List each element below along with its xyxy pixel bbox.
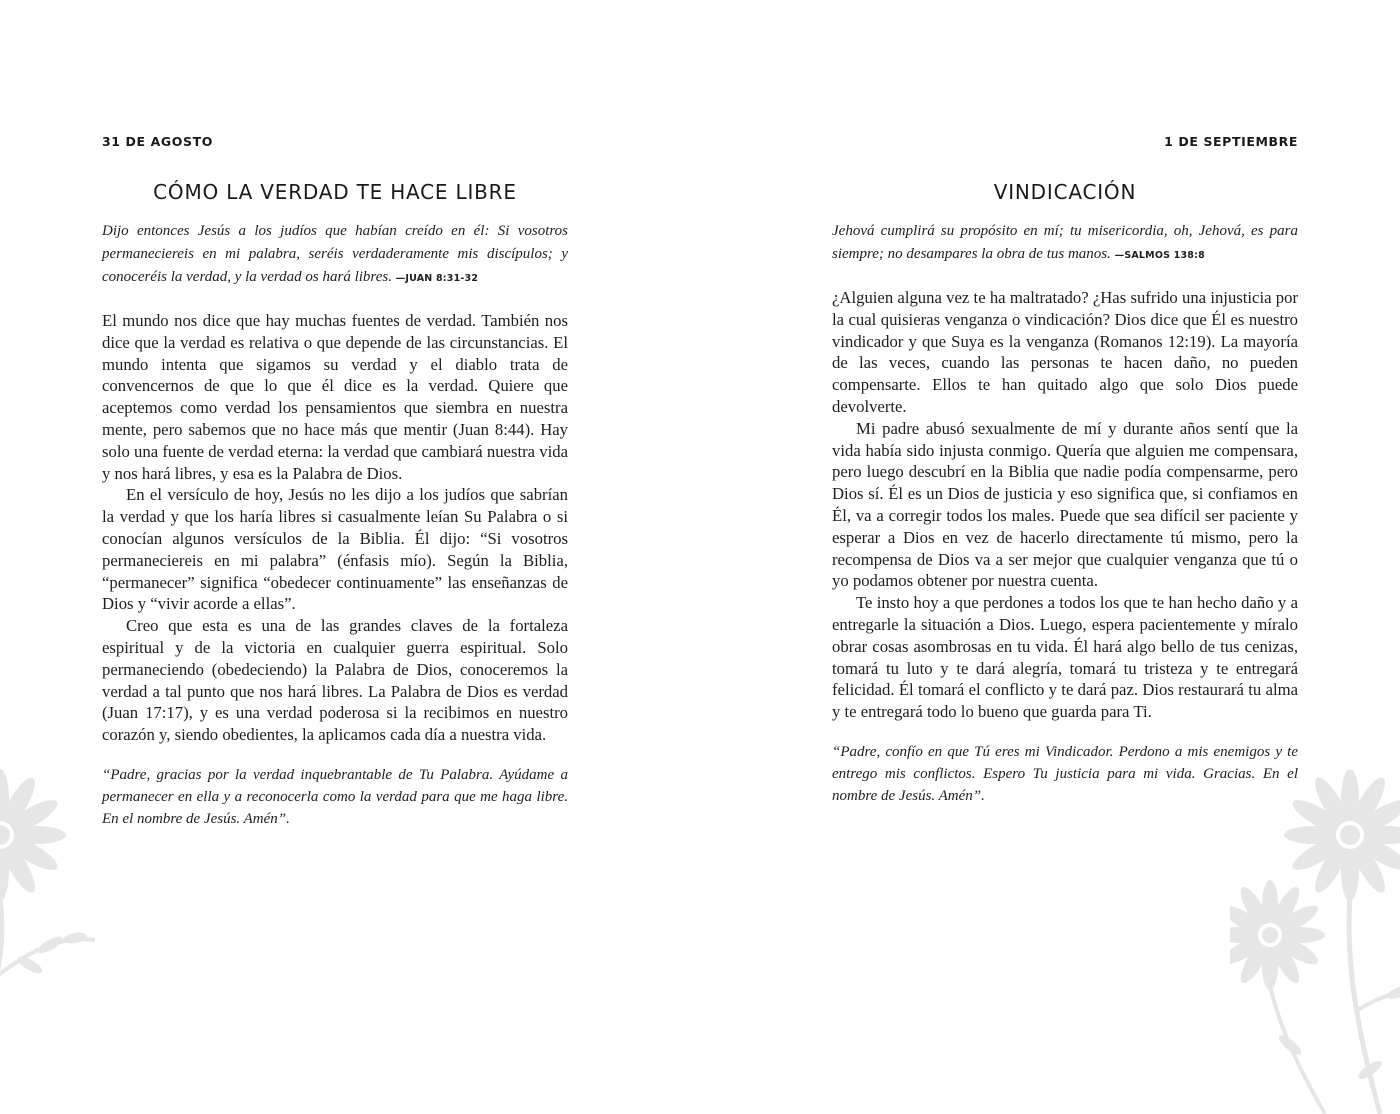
- left-page-date: 31 DE AGOSTO: [102, 134, 213, 149]
- right-page-epigraph: [832, 220, 1298, 267]
- left-page-paragraph-2: En el versículo de hoy, Jesús no les dijo a los judíos que sabrían la verdad y que los haría libres si casualmente leían Su Palabra o si conocían algunos versículos de la Biblia. Él dijo: “Si vosotros permaneciereis en mi palabra” (énfasis mío). Según la Biblia, “permanecer” significa “obedecer continuamente” las enseñanzas de Dios y “vivir acorde a ellas”.: [102, 485, 568, 614]
- right-page-prayer: “Padre, confío en que Tú eres mi Vindicador. Perdono a mis enemigos y te entrego mis conflictos. Espero Tu justicia para mi vida. Gracias. En el nombre de Jesús. Amén”.: [832, 743, 1298, 804]
- left-page-column: [102, 180, 568, 830]
- right-page-paragraph-3: Te insto hoy a que perdones a todos los que te han hecho daño y a entregarle la situación a Dios. Luego, espera pacientemente y míralo obrar cosas asombrosas en tu vida. Él hará algo bello de tus cenizas, tomará tu luto y te dará alegría, tomará tu tristeza y te entregará felicidad. Él tomará el conflicto y te dará paz. Dios restaurará tu alma y te entregará todo lo bueno que guarda para Ti.: [832, 593, 1298, 722]
- left-page-prayer: “Padre, gracias por la verdad inquebrantable de Tu Palabra. Ayúdame a permanecer en ella y a reconocerla como la verdad para que me haga libre. En el nombre de Jesús. Amén”.: [102, 766, 568, 827]
- right-page-body: [832, 287, 1298, 723]
- left-page-epigraph-text: Dijo entonces Jesús a los judíos que habían creído en él: Si vosotros permaneciereis en mi palabra, seréis verdaderamente mis discípulos; y conoceréis la verdad, y la verdad os hará libres.: [102, 223, 568, 285]
- left-page-body: [102, 310, 568, 746]
- right-page-paragraph-2: Mi padre abusó sexualmente de mí y durante años sentí que la vida había sido injusta conmigo. Quería que alguien me compensara, pero luego descubrí en la Biblia que nadie podía compensarme, pero Dios sí. Él es un Dios de justicia y eso significa que, si confiamos en Él, va a corregir todos los males. Puede que sea difícil ser paciente y esperar a Dios en vez de hacerlo directamente tú mismo, pero la recompensa de Dios va a ser mejor que cualquier venganza que tú o yo podamos obtener por nuestra cuenta.: [832, 418, 1298, 591]
- right-page: [700, 0, 1400, 1114]
- right-page-epigraph-reference: —SALMOS 138:8: [1114, 250, 1205, 261]
- left-page-paragraph-1: El mundo nos dice que hay muchas fuentes de verdad. También nos dice que la verdad es relativa o que depende de las circunstancias. El mundo intenta que sigamos su verdad y el diablo trata de convencernos de que lo que él dice es la verdad. Quiere que aceptemos como verdad los pensamientos que siembra en nuestra mente, pero sabemos que no hace más que mentir (Juan 8:44). Hay solo una fuente de verdad eterna: la verdad que cambiará nuestra vida y nos hará libres, y esa es la Palabra de Dios.: [102, 311, 568, 483]
- left-page-epigraph-reference: —JUAN 8:31-32: [395, 273, 479, 284]
- left-page-paragraph-3: Creo que esta es una de las grandes claves de la fortaleza espiritual y de la victoria en cualquier guerra espiritual. Solo permaneciendo (obedeciendo) la Palabra de Dios, conoceremos la verdad a tal punto que nos hará libres. La Palabra de Dios es verdad (Juan 17:17), y es una verdad poderosa si la recibimos en nuestro corazón y, siendo obedientes, la aplicamos cada día a nuestra vida.: [102, 616, 568, 745]
- right-page-title: VINDICACIÓN: [993, 180, 1137, 204]
- right-page-epigraph-text: Jehová cumplirá su propósito en mí; tu misericordia, oh, Jehová, es para siempre; no desampares la obra de tus manos.: [832, 223, 1298, 262]
- right-page-date: 1 DE SEPTIEMBRE: [1164, 134, 1298, 149]
- right-page-paragraph-1: ¿Alguien alguna vez te ha maltratado? ¿Has sufrido una injusticia por la cual quisieras venganza o vindicación? Dios dice que Él es nuestro vindicador y que Suya es la venganza (Romanos 12:19). La mayoría de las veces, cuando las personas te hacen daño, no pueden compensarte. Ellos te han quitado algo que solo Dios puede devolverte.: [832, 288, 1298, 416]
- left-page-epigraph: [102, 220, 568, 290]
- left-page-title: CÓMO LA VERDAD TE HACE LIBRE: [153, 180, 517, 204]
- right-page-column: [832, 180, 1298, 807]
